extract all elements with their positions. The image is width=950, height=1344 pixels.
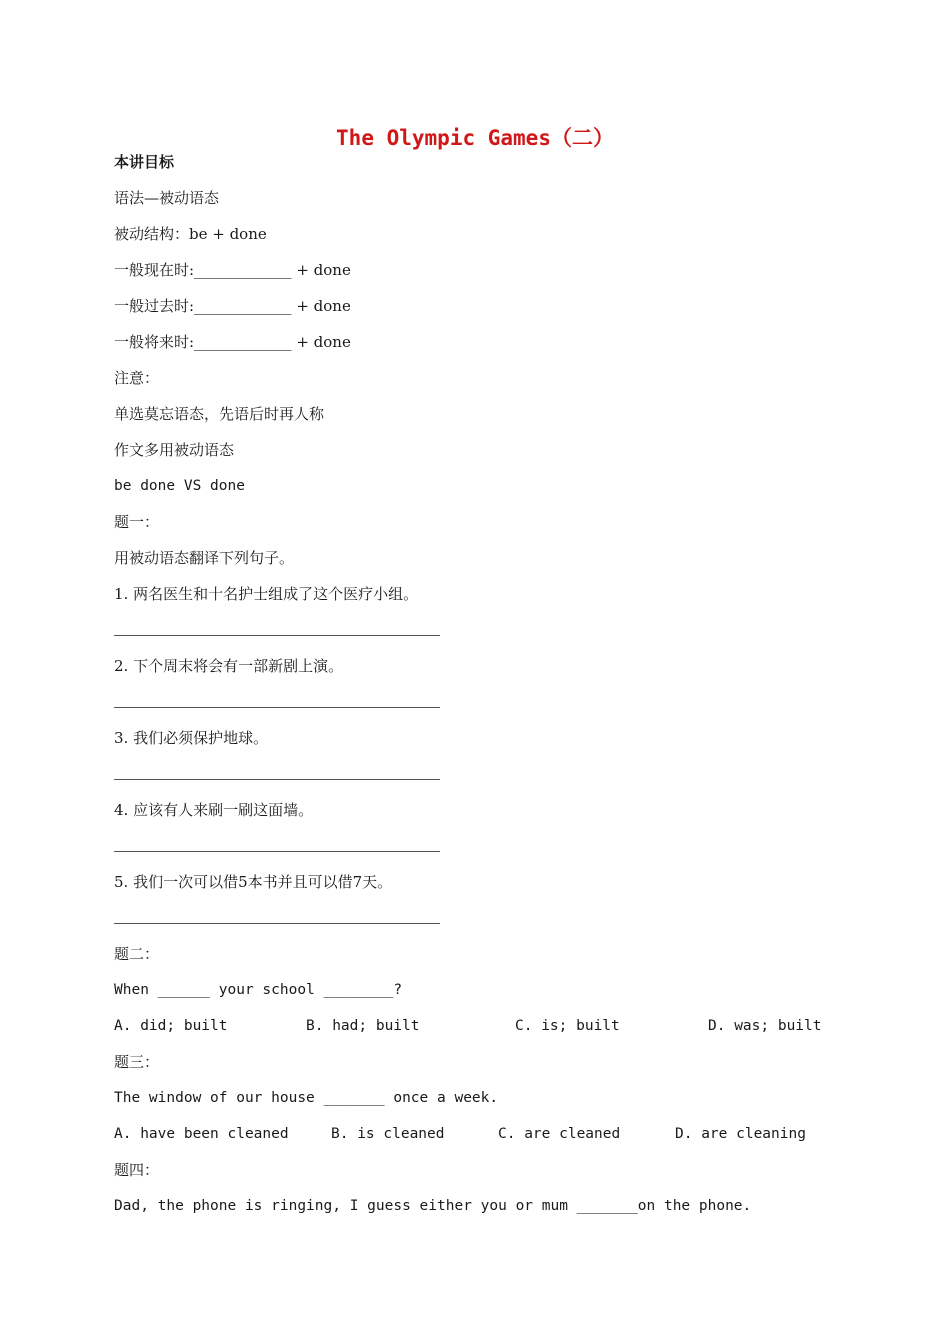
q1-item-3: 3. 我们必须保护地球。 bbox=[114, 729, 269, 747]
q4-question: Dad, the phone is ringing, I guess either you or mum _______on the phone. bbox=[114, 1198, 752, 1214]
q1-heading: 题一： bbox=[114, 513, 160, 531]
q2-question: When ______ your school ________? bbox=[114, 982, 403, 998]
answer-line-1[interactable] bbox=[114, 635, 440, 636]
compare-line: be done VS done bbox=[114, 478, 245, 494]
q4-heading: 题四： bbox=[114, 1161, 160, 1179]
tip-1: 单选莫忘语态，先语后时再人称 bbox=[114, 405, 325, 423]
q1-item-5: 5. 我们一次可以借5本书并且可以借7天。 bbox=[114, 873, 393, 891]
section-heading: 本讲目标 bbox=[114, 153, 175, 171]
q1-instruction: 用被动语态翻译下列句子。 bbox=[114, 549, 295, 567]
tip-2: 作文多用被动语态 bbox=[114, 441, 235, 459]
passive-structure: 被动结构：be + done bbox=[114, 225, 267, 243]
note-label: 注意： bbox=[114, 369, 160, 387]
q3-option-d[interactable]: D. are cleaning bbox=[675, 1126, 806, 1142]
grammar-topic: 语法—被动语态 bbox=[114, 189, 220, 207]
q1-item-4: 4. 应该有人来刷一刷这面墙。 bbox=[114, 801, 314, 819]
q3-question: The window of our house _______ once a week. bbox=[114, 1090, 499, 1106]
answer-line-3[interactable] bbox=[114, 779, 440, 780]
answer-line-2[interactable] bbox=[114, 707, 440, 708]
answer-line-5[interactable] bbox=[114, 923, 440, 924]
future-tense-blank: 一般将来时:_____________ + done bbox=[114, 333, 351, 351]
q2-option-c[interactable]: C. is; built bbox=[515, 1018, 620, 1034]
q2-heading: 题二： bbox=[114, 945, 160, 963]
q2-option-b[interactable]: B. had; built bbox=[306, 1018, 420, 1034]
q2-option-d[interactable]: D. was; built bbox=[708, 1018, 822, 1034]
present-tense-blank: 一般现在时:_____________ + done bbox=[114, 261, 351, 279]
q1-item-2: 2. 下个周末将会有一部新剧上演。 bbox=[114, 657, 344, 675]
past-tense-blank: 一般过去时:_____________ + done bbox=[114, 297, 351, 315]
q3-heading: 题三： bbox=[114, 1053, 160, 1071]
q3-option-c[interactable]: C. are cleaned bbox=[498, 1126, 621, 1142]
answer-line-4[interactable] bbox=[114, 851, 440, 852]
q1-item-1: 1. 两名医生和十名护士组成了这个医疗小组。 bbox=[114, 585, 419, 603]
page-title: The Olympic Games（二） bbox=[336, 126, 614, 150]
q3-option-b[interactable]: B. is cleaned bbox=[331, 1126, 445, 1142]
q3-option-a[interactable]: A. have been cleaned bbox=[114, 1126, 289, 1142]
q2-option-a[interactable]: A. did; built bbox=[114, 1018, 228, 1034]
